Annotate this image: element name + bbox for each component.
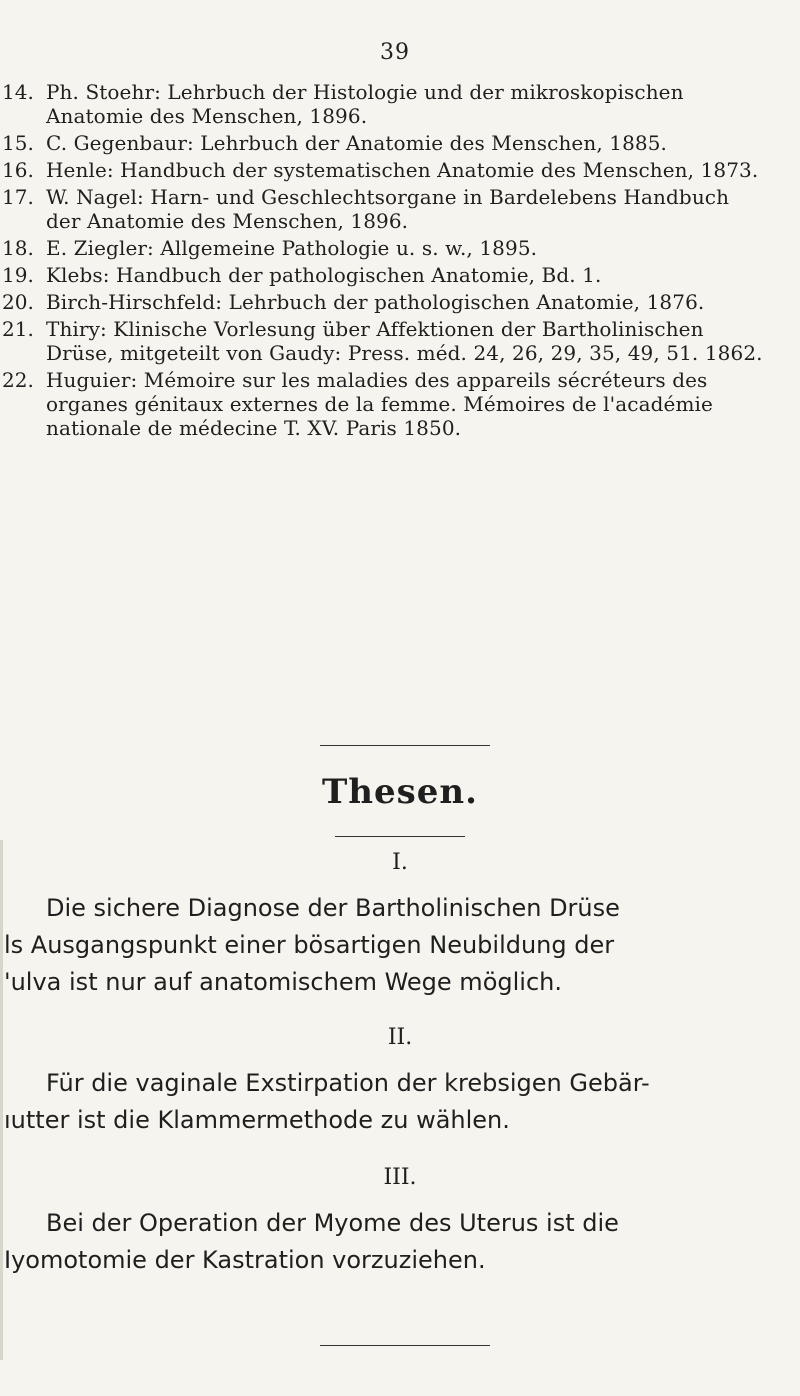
thesis-line: Für die vaginale Exstirpation der krebsigen Gebär- — [46, 1069, 650, 1097]
reference-item — [0, 236, 770, 260]
theses-heading: Thesen. — [322, 772, 478, 812]
reference-item — [0, 185, 770, 233]
reference-text: Birch-Hirschfeld: Lehrbuch der pathologischen Anatomie, 1876. — [46, 290, 705, 314]
reference-number: 15. — [2, 131, 34, 155]
reference-item — [0, 290, 770, 314]
thesis-line: 'ulva ist nur auf anatomischem Wege möglich. — [4, 968, 562, 996]
reference-text: E. Ziegler: Allgemeine Pathologie u. s. w., 1895. — [46, 236, 538, 260]
reference-item — [0, 158, 770, 182]
reference-text: Huguier: Mémoire sur les maladies des appareils sécréteurs des organes génitaux externes de la femme. Mémoires de l'académie nationale de médecine T. XV. Paris 1850. — [46, 368, 713, 440]
closing-divider — [320, 1345, 490, 1346]
reference-text: Klebs: Handbuch der pathologischen Anatomie, Bd. 1. — [46, 263, 602, 287]
reference-number: 14. — [2, 80, 34, 104]
thesis-line: Die sichere Diagnose der Bartholinischen Drüse — [46, 894, 620, 922]
thesis-paragraph — [0, 1065, 800, 1139]
thesis-line: ls Ausgangspunkt einer bösartigen Neubildung der — [4, 931, 615, 959]
section-divider — [320, 745, 490, 746]
heading-underline — [335, 836, 465, 837]
reference-number: 22. — [2, 368, 34, 392]
reference-text: W. Nagel: Harn- und Geschlechtsorgane in Bardelebens Handbuch der Anatomie des Menschen, 1896. — [46, 185, 730, 233]
page-number: 39 — [380, 40, 410, 65]
reference-text: Henle: Handbuch der systematischen Anatomie des Menschen, 1873. — [46, 158, 759, 182]
reference-number: 21. — [2, 317, 34, 341]
thesis-numeral: II. — [387, 1025, 413, 1050]
reference-item — [0, 131, 770, 155]
reference-number: 16. — [2, 158, 34, 182]
reference-text: Ph. Stoehr: Lehrbuch der Histologie und der mikroskopischen Anatomie des Menschen, 1896. — [46, 80, 684, 128]
reference-number: 17. — [2, 185, 34, 209]
reference-number: 18. — [2, 236, 34, 260]
thesis-numeral: I. — [392, 850, 408, 875]
reference-list — [0, 80, 770, 443]
reference-number: 20. — [2, 290, 34, 314]
reference-item — [0, 263, 770, 287]
reference-item — [0, 317, 770, 365]
thesis-numeral: III. — [383, 1165, 417, 1190]
thesis-paragraph — [0, 1205, 800, 1279]
thesis-paragraph — [0, 890, 800, 1001]
reference-text: Thiry: Klinische Vorlesung über Affektionen der Bartholinischen Drüse, mitgeteilt von Gaudy: Press. méd. 24, 26, 29, 35, 49, 51. 1862. — [46, 317, 763, 365]
thesis-line: Bei der Operation der Myome des Uterus ist die — [46, 1209, 619, 1237]
reference-number: 19. — [2, 263, 34, 287]
thesis-line: Iyomotomie der Kastration vorzuziehen. — [4, 1246, 486, 1274]
thesis-line: ıutter ist die Klammermethode zu wählen. — [4, 1106, 510, 1134]
reference-item — [0, 80, 770, 128]
reference-item — [0, 368, 770, 440]
reference-text: C. Gegenbaur: Lehrbuch der Anatomie des Menschen, 1885. — [46, 131, 668, 155]
